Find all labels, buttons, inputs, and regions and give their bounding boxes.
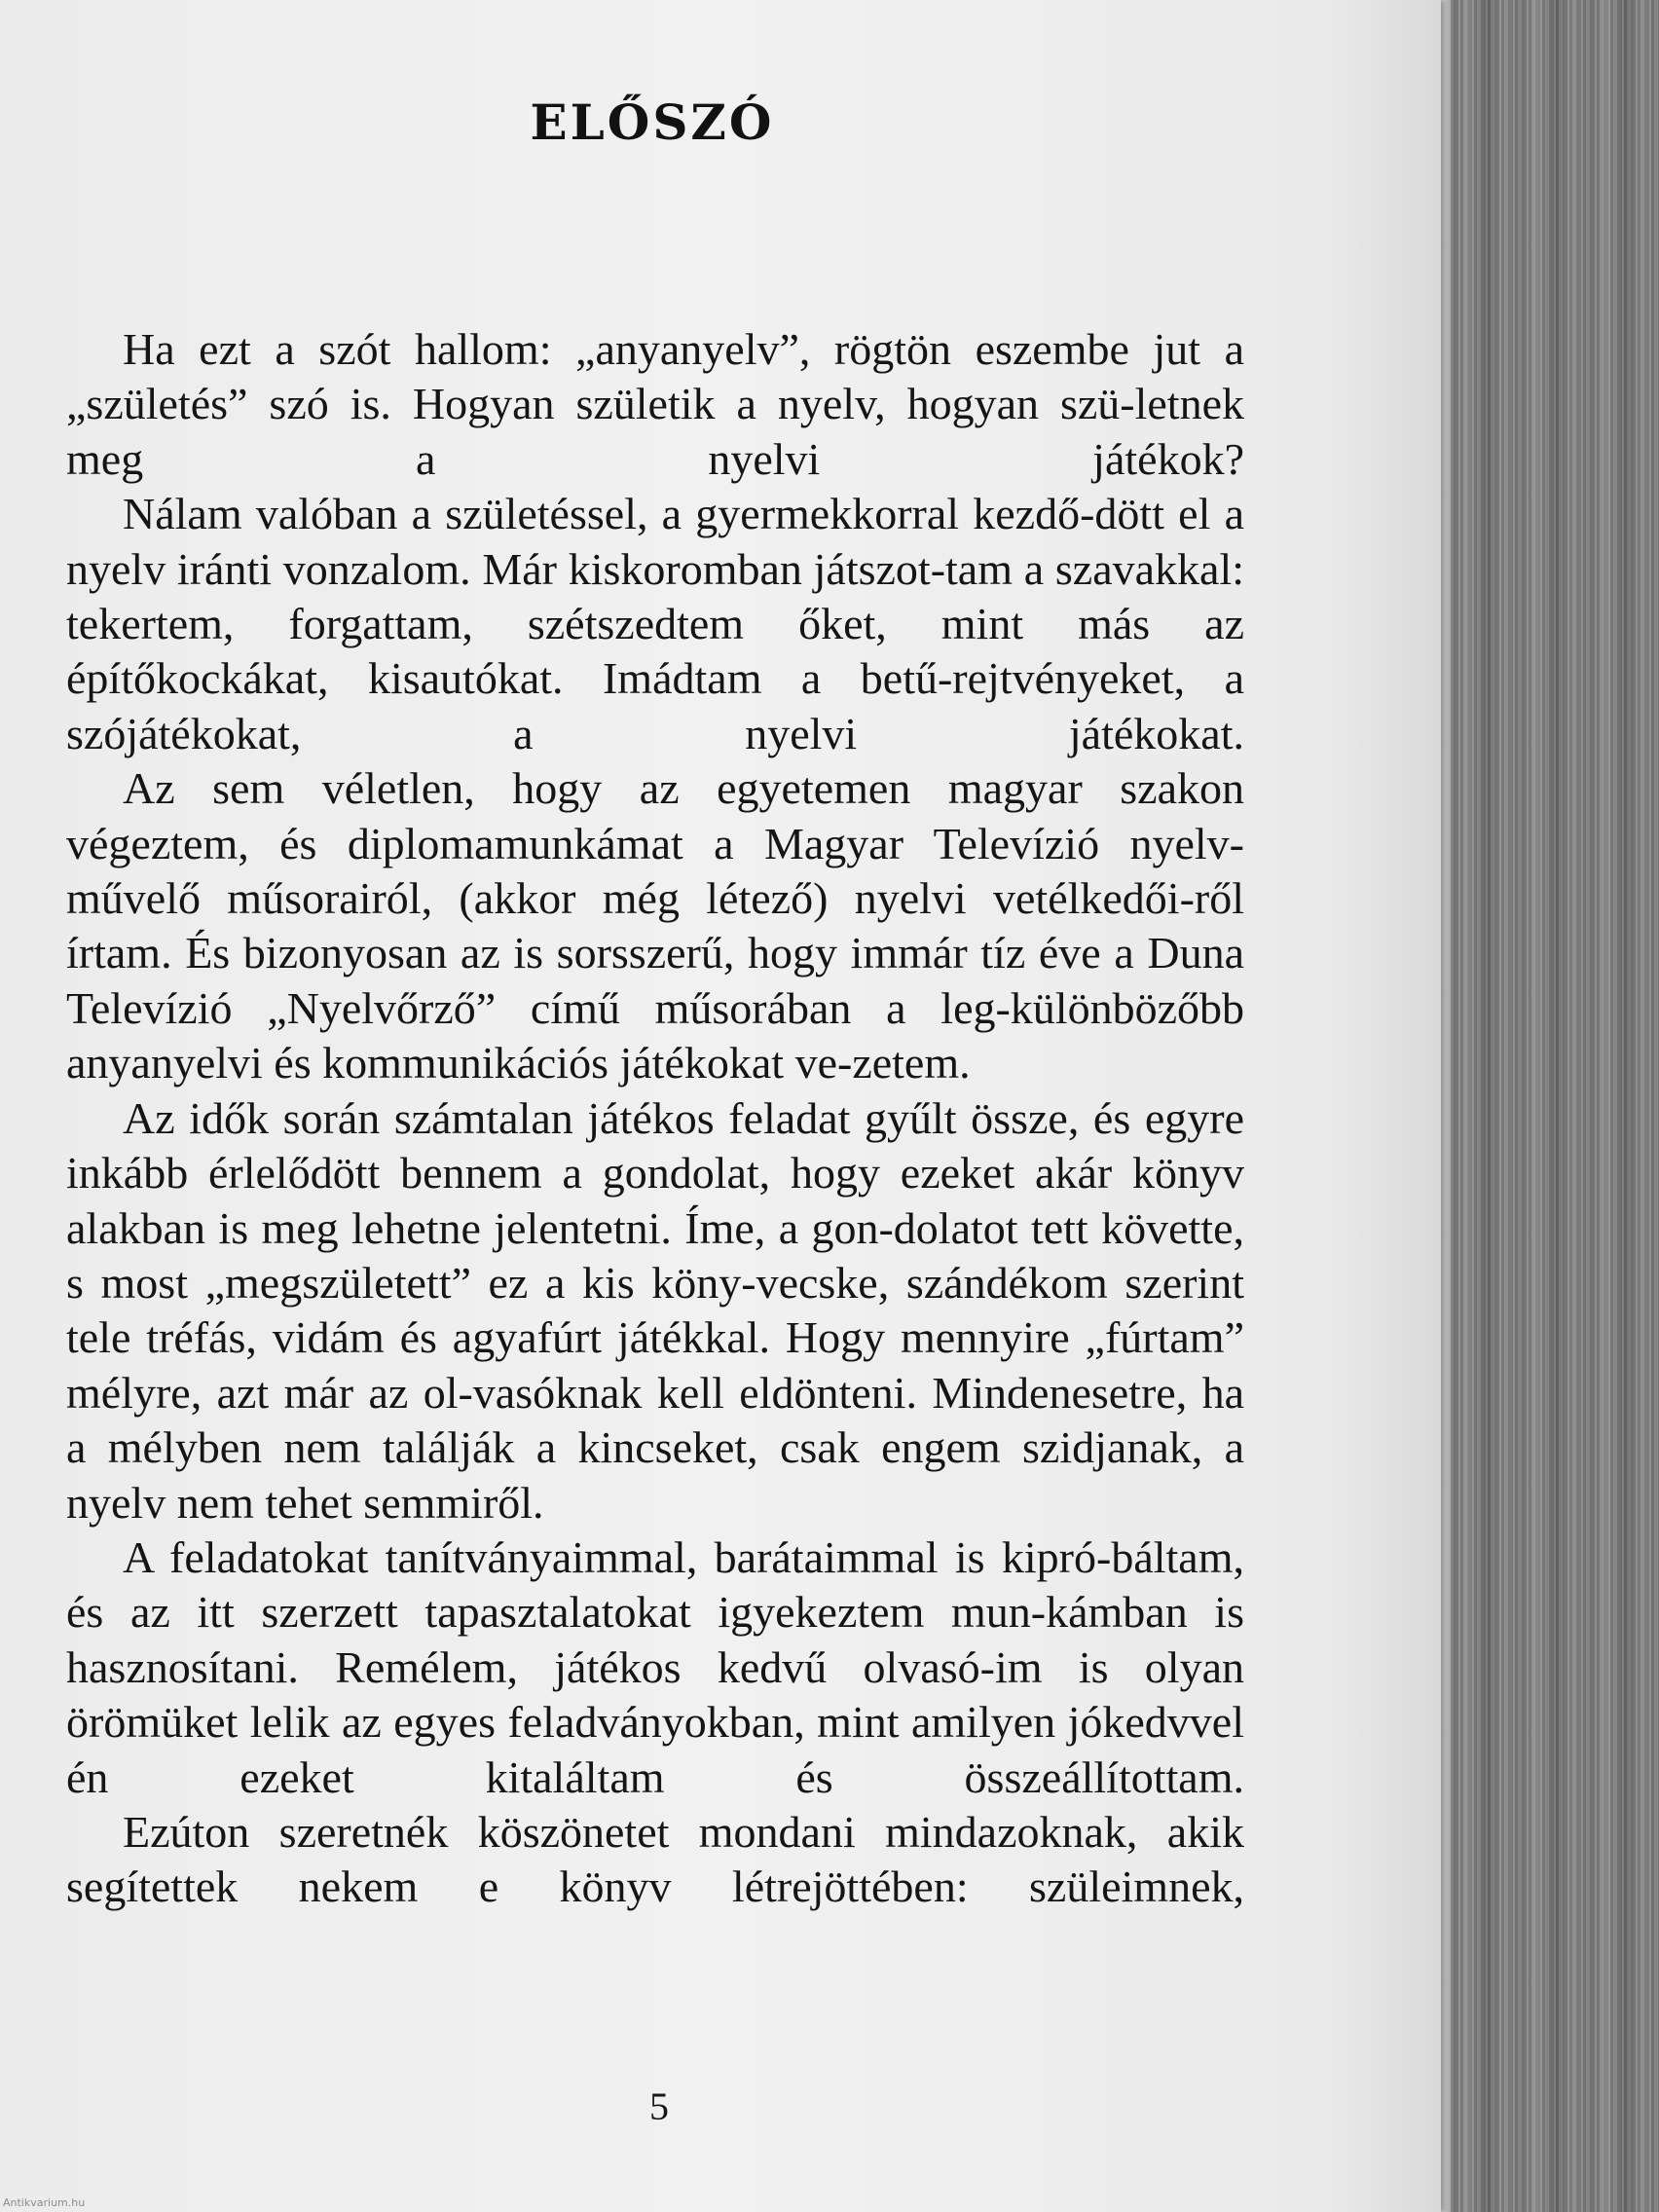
paragraph-5: A feladatokat tanítványaimmal, barátaimmal is kipró-báltam, és az itt szerzett tapasztalatokat igyekeztem mun-kámban is hasznosítani. Remélem, játékos kedvű olvasó-im is olyan örömüket lelik az egyes feladványokban, mint amilyen jókedvvel én ezeket kitaláltam és összeállítottam.	[66, 1531, 1244, 1802]
wooden-background	[1431, 0, 1659, 2212]
paragraph-1: Ha ezt a szót hallom: „anyanyelv”, rögtön eszembe jut a „születés” szó is. Hogyan születik a nyelv, hogyan szü-letnek meg a nyelvi játékok?	[66, 324, 1244, 484]
paragraph-4: Az idők során számtalan játékos feladat gyűlt össze, és egyre inkább érlelődött bennem a gondolat, hogy ezeket akár könyv alakban is meg lehetne jelentetni. Íme, a gon-dolatot tett követte, s most „megszületett” ez a kis köny-vecske, szándékom szerint tele tréfás, vidám és agyafúrt játékkal. Hogy mennyire „fúrtam” mélyre, azt már az ol-vasóknak kell eldönteni. Mindenesetre, ha a mélyben nem találják a kincseket, csak engem szidjanak, a nyelv nem tehet semmiről.	[66, 1092, 1244, 1528]
page-heading: ELŐSZÓ	[530, 93, 775, 151]
page-number: 5	[649, 2084, 669, 2128]
paragraph-6: Ezúton szeretnék köszönetet mondani mindazoknak, akik segítettek nekem e könyv létrejöttében: szüleimnek,	[66, 1806, 1244, 1912]
body-text	[66, 322, 1244, 1915]
paragraph-2: Nálam valóban a születéssel, a gyermekkorral kezdő-dött el a nyelv iránti vonzalom. Már kiskoromban játszot-tam a szavakkal: tekertem, forgattam, szétszedtem őket, mint más az építőkockákat, kisautókat. Imádtam a betű-rejtvényeket, a szójátékokat, a nyelvi játékokat.	[66, 489, 1244, 758]
watermark: Antikvarium.hu	[3, 2196, 86, 2209]
paragraph-3: Az sem véletlen, hogy az egyetemen magyar szakon végeztem, és diplomamunkámat a Magyar Televízió nyelv-művelő műsorairól, (akkor még létező) nyelvi vetélkedői-ről írtam. És bizonyosan az is sorsszerű, hogy immár tíz éve a Duna Televízió „Nyelvőrző” című műsorában a leg-különbözőbb anyanyelvi és kommunikációs játékokat ve-zetem.	[66, 763, 1244, 1088]
